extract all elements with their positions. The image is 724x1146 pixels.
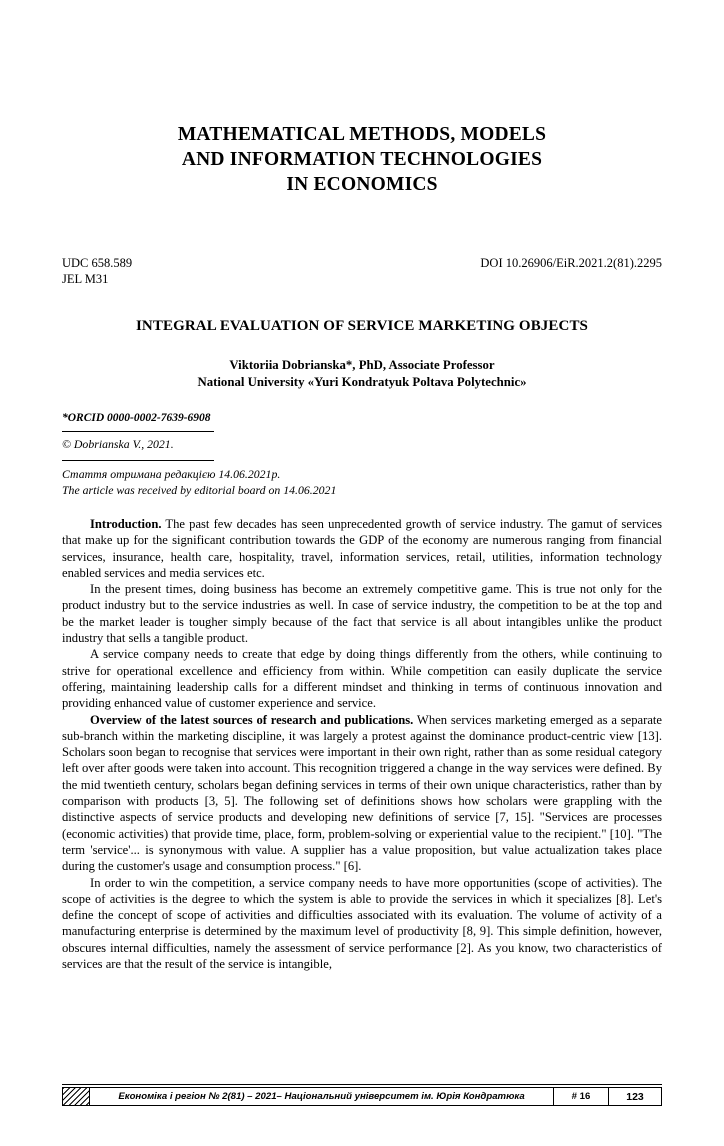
copyright-line: © Dobrianska V., 2021. [62, 437, 174, 451]
paragraph-lead: Introduction. [90, 517, 162, 531]
meta-row [62, 256, 662, 287]
footer-journal-name: Економіка і регіон № 2(81) – 2021– Національний університет ім. Юрія Кондратюка [90, 1088, 554, 1105]
footer-hatch-decoration [63, 1088, 90, 1105]
page-footer [62, 1084, 662, 1104]
article-title: INTEGRAL EVALUATION OF SERVICE MARKETING OBJECTS [135, 318, 588, 334]
meta-left [62, 256, 132, 287]
divider-rule-1 [62, 431, 214, 432]
section-title-line-3: IN ECONOMICS [286, 174, 438, 195]
doi-code: DOI 10.26906/EiR.2021.2(81).2295 [480, 256, 662, 270]
udc-code: UDC 658.589 [62, 256, 133, 270]
paragraph-text: In the present times, doing business has become an extremely competitive game. This is true not only for the product industry but to the service industries as well. In case of service industry, the competition to be at the top and be the market leader is tougher simply because of the fact that service is all about intangibles unlike the product industry that sells a tangible product. [62, 582, 662, 646]
jel-code: JEL M31 [62, 271, 109, 286]
article-body [62, 516, 662, 972]
authors-block [62, 357, 662, 391]
footer-page-number: 123 [626, 1090, 644, 1103]
footer-issue-number: # 16 [554, 1088, 609, 1105]
section-title-line-2: AND INFORMATION TECHNOLOGIES [181, 149, 543, 170]
section-title [62, 122, 662, 197]
paragraph [62, 712, 662, 875]
divider-rule-2 [62, 460, 214, 461]
paragraph-text: A service company needs to create that edge by doing things differently from the others, while continuing to strive for operational excellence and efficiency from within. While competition can easily duplicate the service offering, maintaining leadership calls for a different mindset and thinking in terms of continuous innovation and providing enhanced value of customer experience and service. [62, 647, 662, 711]
page [0, 122, 724, 1146]
paragraph [62, 875, 662, 973]
author-name: Viktoriia Dobrianska*, PhD, Associate Professor [229, 358, 495, 372]
footer-bar [62, 1087, 662, 1106]
paragraph-text: When services marketing emerged as a separate sub-branch within the marketing discipline, it was largely a protest against the dominance product-centric view [13]. Scholars soon began to recognise that services were important in their own right, rather than as some residual category left over after goods were taken into account. This recognition triggered a change in the way services were defined. By the mid twentieth century, scholars began defining services in terms of their own unique characteristics, rather than by comparison with products [3, 5]. The following set of definitions shows how scholars were grappling with the distinctive aspects of service products and developing new definitions of service [7, 15]. "Services are processes (economic activities) that provide time, place, form, problem-solving or experiential value to the recipient." [10]. "The term 'service'... is synonymous with value. A supplier has a value proposition, but value actualization takes place during the customer's usage and consumption process." [6]. [62, 712, 662, 874]
footer-divider [62, 1084, 662, 1085]
received-ua: Стаття отримана редакцією 14.06.2021р. [62, 467, 281, 481]
author-affiliation: National University «Yuri Kondratyuk Poltava Polytechnic» [197, 375, 527, 389]
paragraph [62, 646, 662, 711]
paragraph-text: The past few decades has seen unprecedented growth of service industry. The gamut of services that make up for the significant contribution towards the GDP of the economy are numerous ranging from financial services, insurance, health care, hospitality, travel, information services, retail, utilities, information technology enabled services and media services etc. [62, 517, 662, 580]
received-block [62, 467, 662, 498]
received-en: The article was received by editorial board on 14.06.2021 [62, 482, 337, 497]
paragraph-text: In order to win the competition, a service company needs to have more opportunities (scope of activities). The scope of activities is the degree to which the system is able to provide the services in which it specializes [8]. Let's define the concept of scope of activities and difficulties associated with its evaluation. The volume of activity of a manufacturing enterprise is determined by the maximum level of productivity [8, 9]. This simple definition, however, obscures internal difficulties, namely the assessment of service performance [2]. As you know, two characteristics of services are that the result of the service is intangible, [62, 875, 662, 972]
paragraph [62, 516, 662, 581]
section-title-line-1: MATHEMATICAL METHODS, MODELS [177, 124, 547, 145]
paragraph-lead: Overview of the latest sources of research and publications. [90, 712, 414, 727]
orcid-line: *ORCID 0000-0002-7639-6908 [62, 412, 211, 424]
paragraph [62, 581, 662, 646]
